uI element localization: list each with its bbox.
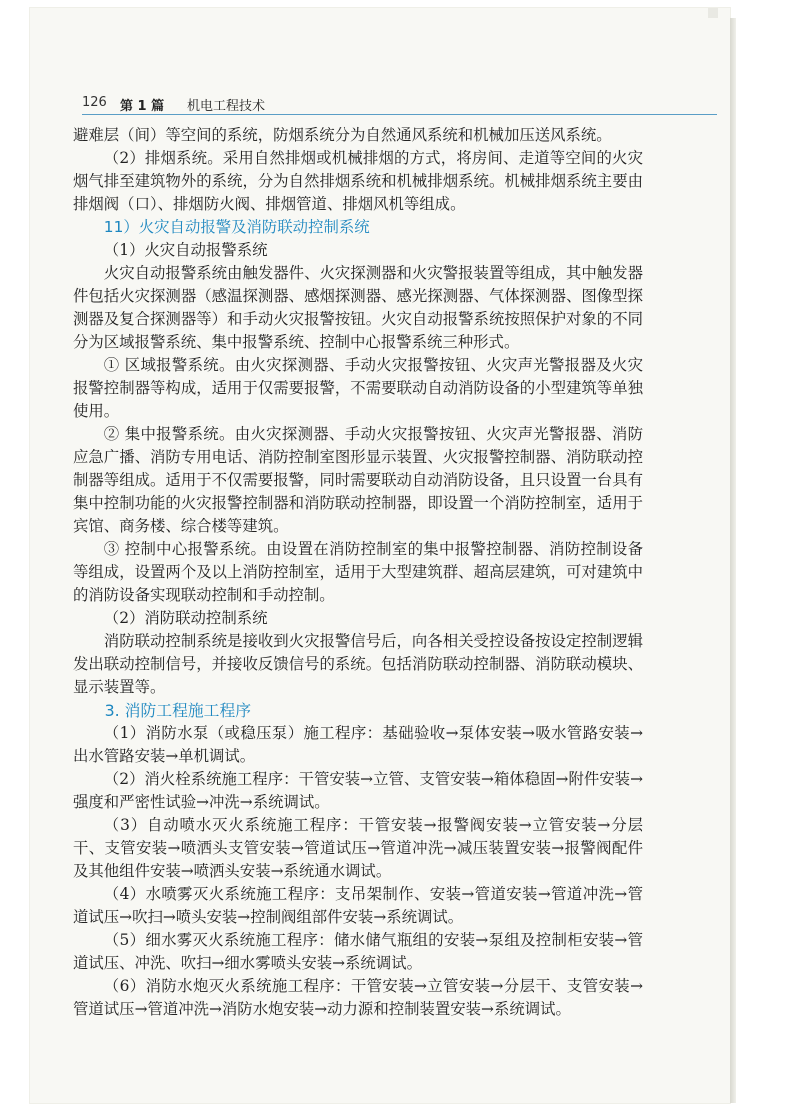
- step-water-mist-system: （5）细水雾灭火系统施工程序：储水储气瓶组的安装→泵组及控制柜安装→管道试压、冲洗、吹扫→细水雾喷头安装→系统调试。: [73, 931, 643, 972]
- header-rule: [82, 114, 717, 115]
- paragraph-area-alarm: ① 区域报警系统。由火灾探测器、手动火灾报警按钮、火灾声光警报器及火灾报警控制器等构成，适用于仅需要报警，不需要联动自动消防设备的小型建筑等单独使用。: [73, 356, 643, 420]
- step-hydrant-system: （2）消火栓系统施工程序：干管安装→立管、支管安装→箱体稳固→附件安装→强度和严密性试验→冲洗→系统调试。: [73, 770, 643, 811]
- paragraph-central-alarm: ② 集中报警系统。由火灾探测器、手动火灾报警按钮、火灾声光警报器、消防应急广播、消防专用电话、消防控制室图形显示装置、火灾报警控制器、消防联动控制器等组成。适用于不仅需要报警，同时需要联动自动消防设备，且只设置一台具有集中控制功能的火灾报警控制器和消防联动控制器，即设置一个消防控制室，适用于宾馆、商务楼、综合楼等建筑。: [73, 425, 643, 535]
- subheading-linkage-control: （2）消防联动控制系统: [103, 609, 268, 627]
- paragraph-control-center-alarm: ③ 控制中心报警系统。由设置在消防控制室的集中报警控制器、消防控制设备等组成，设置两个及以上消防控制室，适用于大型建筑群、超高层建筑，可对建筑中的消防设备实现联动控制和手动控制。: [73, 540, 643, 604]
- paragraph-linkage-control: 消防联动控制系统是接收到火灾报警信号后，向各相关受控设备按设定控制逻辑发出联动控制信号，并接收反馈信号的系统。包括消防联动控制器、消防联动模块、显示装置等。: [73, 632, 643, 696]
- paper-corner: [708, 8, 718, 18]
- page-body: [73, 124, 643, 1021]
- paragraph-smoke-prevention-end: 避难层（间）等空间的系统，防烟系统分为自然通风系统和机械加压送风系统。: [73, 126, 612, 144]
- step-sprinkler-system: （3）自动喷水灭火系统施工程序：干管安装→报警阀安装→立管安装→分层干、支管安装→喷洒头支管安装→管道试压→管道冲洗→减压装置安装→报警阀配件及其他组件安装→喷洒头安装→系统通水调试。: [73, 816, 643, 880]
- part-label: 第 1 篇: [120, 99, 165, 114]
- step-water-spray-system: （4）水喷雾灭火系统施工程序：支吊架制作、安装→管道安装→管道冲洗→管道试压→吹扫→喷头安装→控制阀组部件安装→系统调试。: [73, 885, 643, 926]
- step-water-cannon-system: （6）消防水炮灭火系统施工程序：干管安装→立管安装→分层干、支管安装→管道试压→管道冲洗→消防水炮安装→动力源和控制装置安装→系统调试。: [73, 977, 643, 1018]
- step-fire-pump: （1）消防水泵（或稳压泵）施工程序：基础验收→泵体安装→吸水管路安装→出水管路安装→单机调试。: [73, 724, 643, 765]
- running-header: [82, 92, 717, 116]
- subheading-fire-alarm-system: （1）火灾自动报警系统: [103, 241, 268, 259]
- heading-fire-alarm-linkage: 11）火灾自动报警及消防联动控制系统: [103, 218, 370, 236]
- chapter-title: 机电工程技术: [187, 99, 266, 114]
- paragraph-fire-alarm-composition: 火灾自动报警系统由触发器件、火灾探测器和火灾警报装置等组成，其中触发器件包括火灾探测器（感温探测器、感烟探测器、感光探测器、气体探测器、图像型探测器及复合探测器等）和手动火灾报警按钮。火灾自动报警系统按照保护对象的不同分为区域报警系统、集中报警系统、控制中心报警系统三种形式。: [73, 264, 643, 351]
- page-number: 126: [82, 95, 107, 110]
- page-edge-shadow: [730, 18, 736, 1103]
- paragraph-smoke-exhaust: （2）排烟系统。采用自然排烟或机械排烟的方式，将房间、走道等空间的火灾烟气排至建筑物外的系统，分为自然排烟系统和机械排烟系统。机械排烟系统主要由排烟阀（口）、排烟防火阀、排烟管道、排烟风机等组成。: [73, 149, 643, 213]
- heading-construction-procedure: 3. 消防工程施工程序: [104, 701, 252, 720]
